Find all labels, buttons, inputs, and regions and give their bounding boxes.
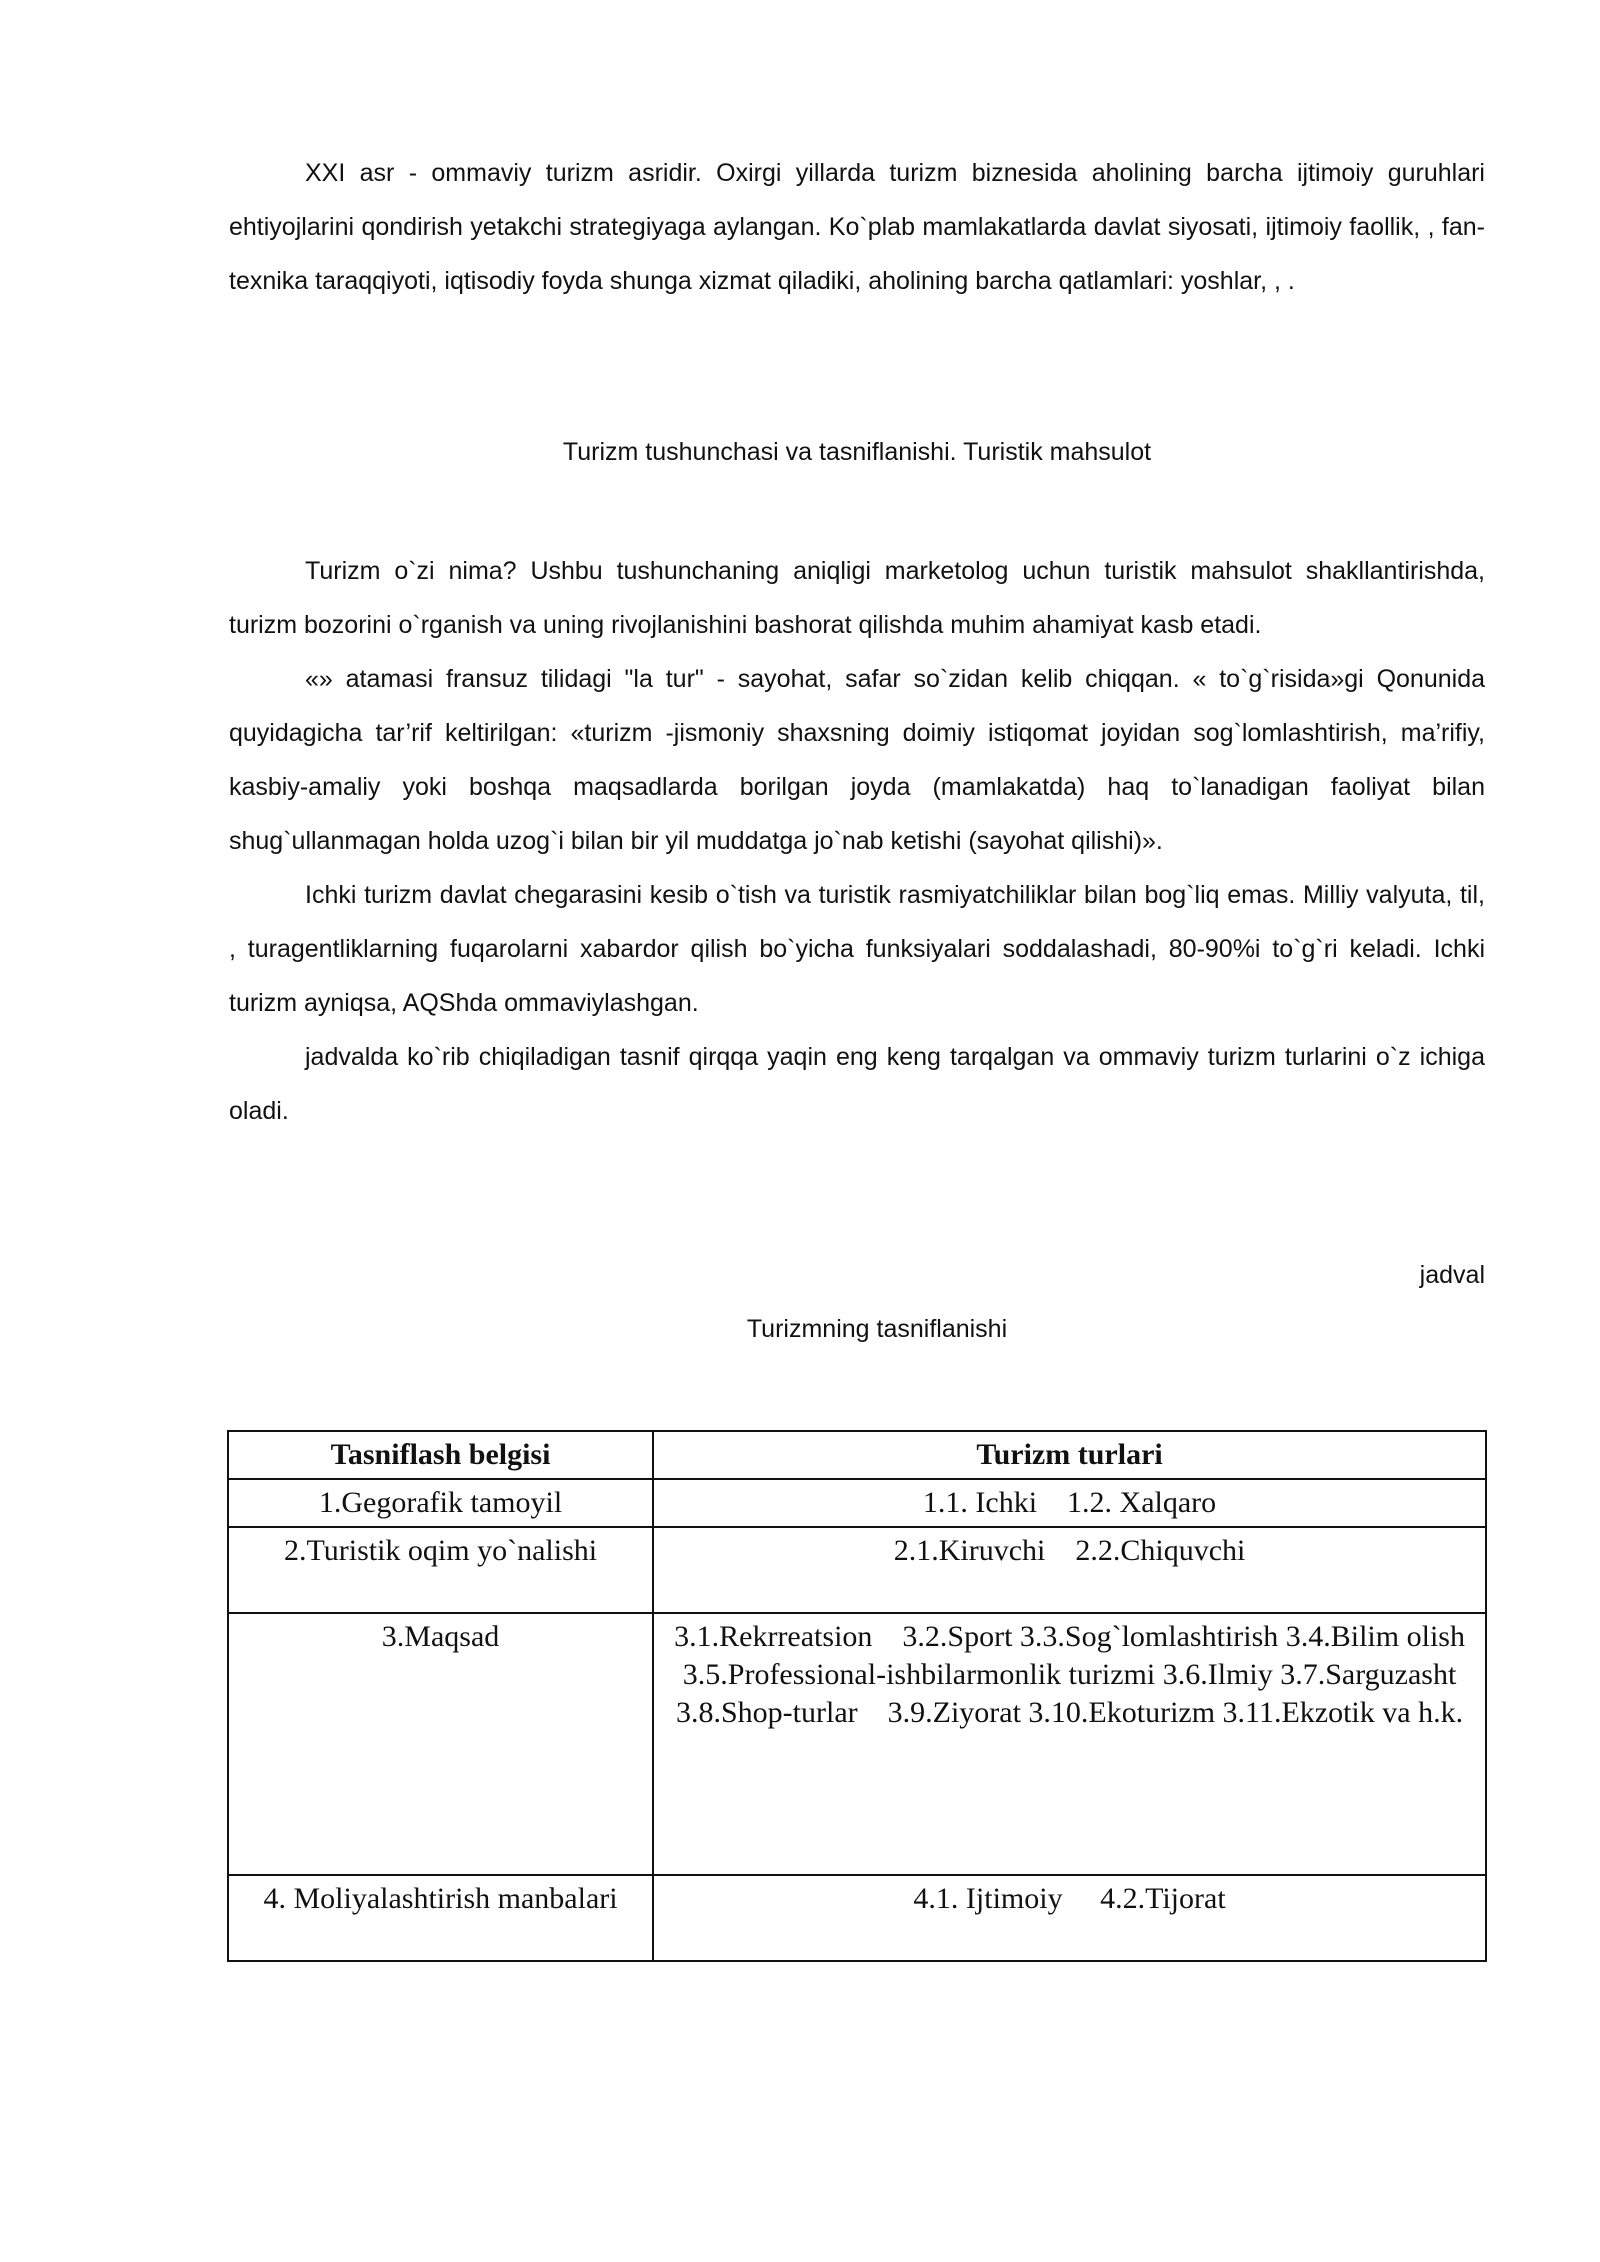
- table-row: [228, 1527, 1486, 1613]
- table-cell: 1.Gegorafik tamoyil: [228, 1479, 653, 1527]
- table-row: [228, 1875, 1486, 1961]
- paragraph-table-intro: jadvalda ko`rib chiqiladigan tasnif qirqqa yaqin eng keng tarqalgan va ommaviy turizm turlarini o`z ichiga oladi.: [229, 1043, 1485, 1125]
- table-row: [228, 1479, 1486, 1527]
- table-cell: 4. Moliyalashtirish manbalari: [228, 1875, 653, 1961]
- intro-text: [229, 146, 1485, 308]
- paragraph-definition: Turizm o`zi nima? Ushbu tushunchaning aniqligi marketolog uchun turistik mahsulot shakllantirishda, turizm bozorini o`rganish va uning rivojlanishini bashorat qilishda muhim ahamiyat kasb etadi.: [229, 557, 1485, 639]
- table-header-row: [228, 1431, 1486, 1479]
- table-title: Turizmning tasniflanishi: [746, 1315, 1008, 1343]
- paragraph-intro: XXI asr - ommaviy turizm asridir. Oxirgi yillarda turizm biznesida aholining barcha ijtimoiy guruhlari ehtiyojlarini qondirish yetakchi strategiyaga aylangan. Ko`plab mamlakatlarda davlat siyosati, ijtimoiy faollik, , fan-texnika taraqqiyoti, iqtisodiy foyda shunga xizmat qiladiki, aholining barcha qatlamlari: yoshlar, , .: [229, 159, 1485, 295]
- table-row: [228, 1613, 1486, 1875]
- table-cell: 2.Turistik oqim yo`nalishi: [228, 1527, 653, 1613]
- table-cell: 3.Maqsad: [228, 1613, 653, 1875]
- section-heading: Turizm tushunchasi va tasniflanishi. Turistik mahsulot: [562, 438, 1152, 466]
- paragraph-domestic-tourism: Ichki turizm davlat chegarasini kesib o`tish va turistik rasmiyatchiliklar bilan bog`liq emas. Milliy valyuta, til, , turagentliklarning fuqarolarni xabardor qilish bo`yicha funksiyalari soddalashadi, 80-90%i to`g`ri keladi. Ichki turizm ayniqsa, AQShda ommaviylashgan.: [229, 881, 1485, 1017]
- table-cell: 3.1.Rekrreatsion 3.2.Sport 3.3.Sog`lomlashtirish 3.4.Bilim olish 3.5.Professional-ishbilarmonlik turizmi 3.6.Ilmiy 3.7.Sarguzasht 3.8.Shop-turlar 3.9.Ziyorat 3.10.Ekoturizm 3.11.Ekzotik va h.k.: [653, 1613, 1486, 1875]
- table-caption: [229, 1248, 1485, 1356]
- table-cell: 4.1. Ijtimoiy 4.2.Tijorat: [653, 1875, 1486, 1961]
- body-text: [229, 544, 1485, 1138]
- paragraph-etymology: «» atamasi fransuz tilidagi "la tur" - sayohat, safar so`zidan kelib chiqqan. « to`g`risida»gi Qonunida quyidagicha tar’rif keltirilgan: «turizm -jismoniy shaxsning doimiy istiqomat joyidan sog`lomlashtirish, ma’rifiy, kasbiy-amaliy yoki boshqa maqsadlarda borilgan joyda (mamlakatda) haq to`lanadigan faoliyat bilan shug`ullanmagan holda uzog`i bilan bir yil muddatga jo`nab ketishi (sayohat qilishi)».: [229, 665, 1485, 855]
- table-cell: 2.1.Kiruvchi 2.2.Chiquvchi: [653, 1527, 1486, 1613]
- header-cell: Turizm turlari: [653, 1431, 1486, 1479]
- header-cell: Tasniflash belgisi: [228, 1431, 653, 1479]
- table-cell: 1.1. Ichki 1.2. Xalqaro: [653, 1479, 1486, 1527]
- table-label: jadval: [1419, 1261, 1485, 1289]
- classification-table: [227, 1430, 1487, 1962]
